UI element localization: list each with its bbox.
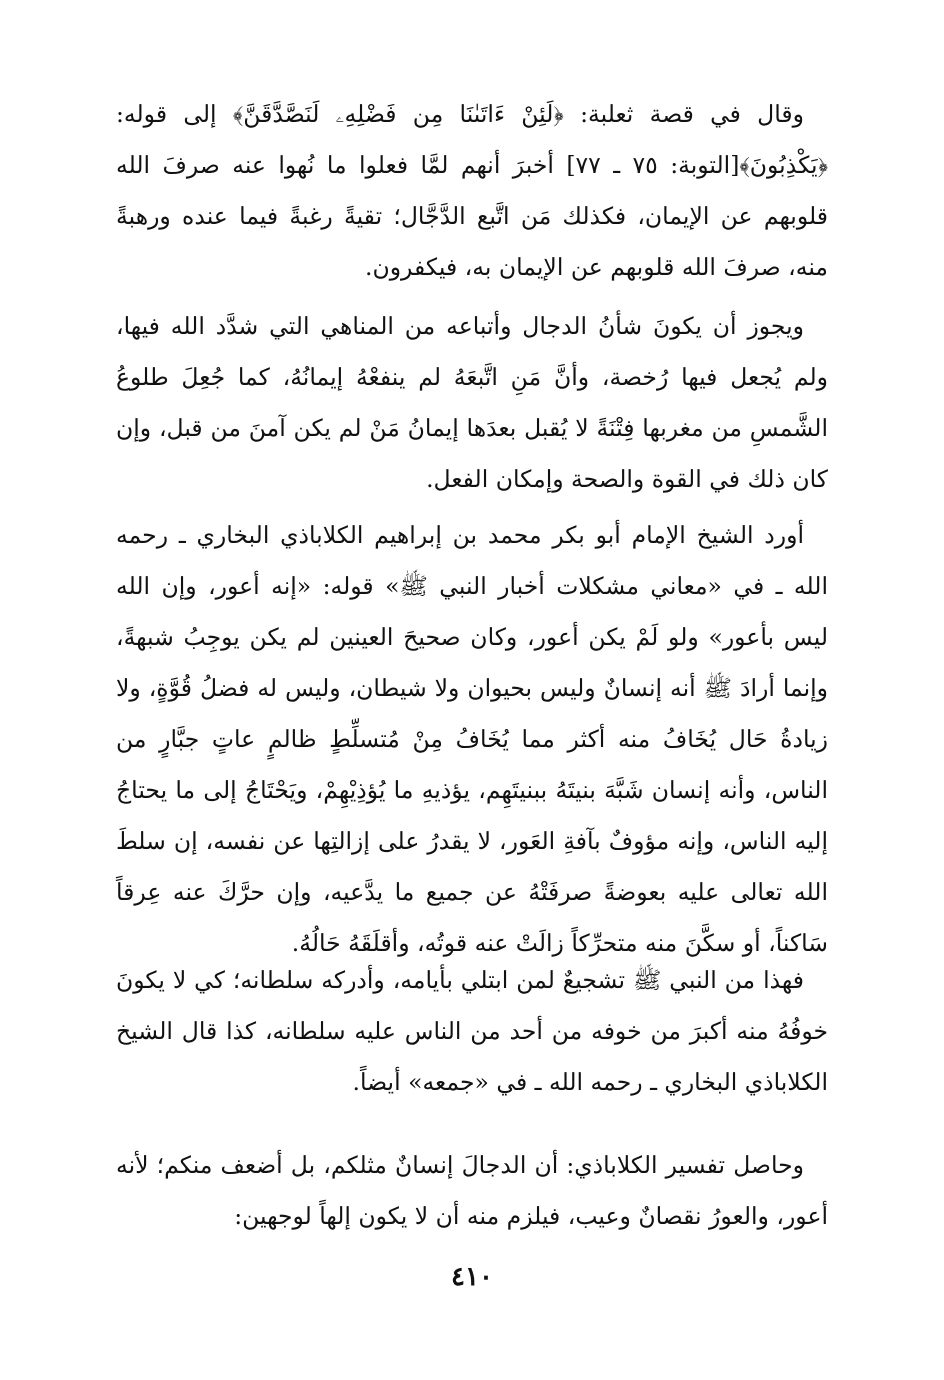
page-number: ٤١٠ bbox=[451, 1262, 493, 1292]
paragraph-2: ويجوز أن يكونَ شأنُ الدجال وأتباعه من المناهي التي شدَّد الله فيها، ولم يُجعل فيها رُخصة، وأنَّ مَنِ اتَّبعَهُ لم ينفعْهُ إيمانُهُ، كما جُعِلَ طلوعُ الشَّمسِ من مغربها فِتْنَةً لا يُقبل بعدَها إيمانُ مَنْ لم يكن آمنَ من قبل، وإن كان ذلك في القوة والصحة وإمكان الفعل. bbox=[116, 312, 828, 493]
paragraph-5: وحاصل تفسير الكلاباذي: أن الدجالَ إنسانٌ مثلكم، بل أضعف منكم؛ لأنه أعور، والعورُ نقصانٌ وعيب، فيلزم منه أن لا يكون إلهاً لوجهين: bbox=[116, 1151, 828, 1230]
paragraph-4: فهذا من النبي ﷺ تشجيعٌ لمن ابتلي بأيامه، وأدركه سلطانه؛ كي لا يكونَ خوفُهُ منه أكبرَ من خوفه من أحد من الناس عليه سلطانه، كذا قال الشيخ الكلاباذي البخاري ـ رحمه الله ـ في «جمعه» أيضاً. bbox=[116, 966, 828, 1096]
paragraph-1: وقال في قصة ثعلبة: ﴿لَئِنْ ءَاتَىٰنَا مِن فَضْلِهِۦ لَنَصَّدَّقَنَّ﴾ إلى قوله: ﴿يَكْذِبُونَ﴾[التوبة: ٧٥ ـ ٧٧] أخبرَ أنهم لمَّا فعلوا ما نُهوا عنه صرفَ الله قلوبهم عن الإيمان، فكذلك مَن اتَّبع الدَّجَّال؛ تقيةً رغبةً فيما عنده ورهبةً منه، صرفَ الله قلوبهم عن الإيمان به، فيكفرون. bbox=[116, 100, 828, 281]
paragraph-3: أورد الشيخ الإمام أبو بكر محمد بن إبراهيم الكلاباذي البخاري ـ رحمه الله ـ في «معاني مشكلات أخبار النبي ﷺ» قوله: «إنه أعور، وإن الله ليس بأعور» ولو لَمْ يكن أعور، وكان صحيحَ العينين لم يكن يوجِبُ شبهةً، وإنما أرادَ ﷺ أنه إنسانٌ وليس بحيوان ولا شيطان، وليس له فضلُ قُوَّةٍ، ولا زيادةُ حَال يُخَافُ منه أكثر مما يُخَافُ مِنْ مُتسلِّطٍ ظالمٍ عاتٍ جبَّارٍ من الناس، وأنه إنسان شَبَّهَ بنيتَهُ ببنيتَهِم، يؤذيهِ ما يُؤذِيْهِمْ، ويَحْتَاجُ إلى ما يحتاجُ إليه الناس، وإنه مؤوفٌ بآفةِ العَور، لا يقدرُ على إزالتِها عن نفسه، إن سلطَ الله تعالى عليه بعوضةً صرفَتْهُ عن جميع ما يدَّعيه، وإن حرَّكَ عنه عِرقاً سَاكناً، أو سكَّنَ منه متحرِّكاً زالَتْ عنه قوتُه، وأقلَقَهُ حَالُهُ. bbox=[116, 521, 828, 957]
